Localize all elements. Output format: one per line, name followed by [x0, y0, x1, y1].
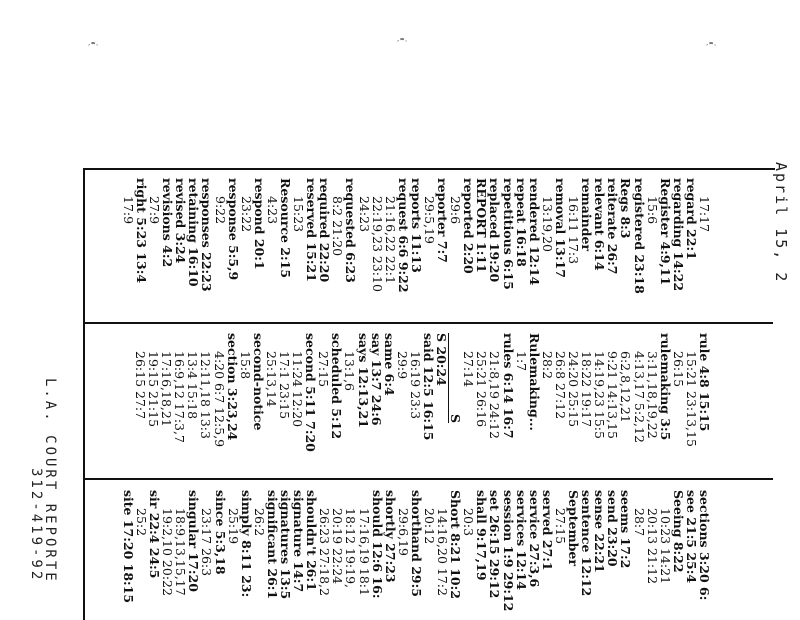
index-entry-term: right 5:23 13:4 — [133, 178, 149, 284]
index-entry-pages: 18:22 19:17 — [579, 351, 595, 428]
index-entry-pages: 4:23 — [264, 196, 280, 225]
index-entry-pages: 9:22 — [212, 196, 228, 225]
scan-speck — [88, 42, 98, 52]
index-entry-pages: 1:7 — [513, 351, 529, 372]
index-entry-term: request 6:6 9:22 — [395, 178, 411, 293]
header-date: April 15, 2 — [772, 162, 790, 284]
index-entry-term: Register 4:9,11 — [657, 178, 673, 286]
index-entry-term: rendered 12:14 — [526, 178, 542, 286]
index-entry-term: shortly 27:23 — [382, 490, 398, 583]
index-entry-pages: 14:19,23 15:5 — [592, 351, 608, 439]
index-entry-term: Regs 8:3 — [618, 178, 634, 239]
index-entry-term: sentence 12:12 — [579, 490, 595, 597]
index-entry-pages: 13:19,20 — [539, 196, 555, 252]
index-entry-pages: 16:19 23:3 — [407, 351, 423, 420]
index-entry-pages: 17:16,19 18:1 — [356, 508, 372, 596]
index-entry-term: same 6:4 — [381, 333, 397, 396]
index-column-1 — [122, 178, 711, 294]
index-entry-term: significant 26:1 — [264, 490, 280, 600]
index-entry-pages: 26:8 27:12 — [552, 351, 568, 420]
index-entry-term: revisions 4:2 — [160, 178, 176, 268]
index-entry-term: regard 22:1 — [683, 178, 699, 260]
index-entry-pages: 26:23 27:18,2 — [317, 508, 333, 596]
index-entry-pages: 21:16,22 22:1 — [382, 196, 398, 284]
index-entry-pages: 23:17 26:3 — [199, 508, 215, 577]
index-entry-term: should 12:6 16: — [369, 490, 385, 599]
index-entry-term: send 23:20 — [605, 490, 621, 567]
index-entry-pages: 28:7 — [631, 508, 647, 537]
index-entry-term: services 12:14 — [513, 490, 529, 590]
index-entry-pages: 17:1 23:15 — [277, 351, 292, 420]
index-entry-pages: 11:24 12:20 — [290, 351, 306, 428]
index-entry-term: set 26:15 29:12 — [487, 490, 503, 599]
index-entry-pages: 26:15 — [670, 351, 686, 388]
index-entry-pages: 25:19 — [225, 508, 241, 545]
index-entry-term: session 1:9 29:12 — [500, 490, 516, 612]
index-entry-pages: 15:6 — [644, 196, 660, 225]
scan-speck — [706, 42, 716, 52]
index-entry-term: S 20:24 — [434, 333, 450, 386]
index-entry-term: said 12:5 16:15 — [421, 333, 437, 441]
index-entry-term: Seeing 8:22 — [670, 490, 686, 573]
index-entry-term: scheduled 5:12 — [329, 333, 345, 440]
index-entry-term: repetitious 6:15 — [500, 178, 516, 290]
index-entry-pages: 12:11,18 13:3 — [198, 351, 214, 439]
index-entry-pages: 18:12 19:19, — [343, 508, 359, 588]
index-entry-term: September — [566, 490, 582, 566]
index-entry-term: singular 17:20 — [186, 490, 202, 592]
index-entry-pages: 4:20 6:7 12:5,9 — [211, 351, 227, 448]
index-entry-pages: 29:9 — [394, 351, 410, 380]
index-entry-pages: 3:11,18,19,22 — [644, 351, 660, 439]
index-entry-term: sense 22:21 — [592, 490, 608, 573]
index-entry-term: shall 9:17,19 — [474, 490, 490, 581]
index-entry-term: respond 20:1 — [251, 178, 267, 270]
index-entry-term: served 27:1 — [539, 490, 555, 571]
index-entry-term: shouldn't 26:1 — [304, 490, 320, 591]
index-entry-term: revised 3:24 — [173, 178, 189, 264]
index-entry-pages: 6:2,8,12,21 — [618, 351, 634, 423]
index-entry-pages: 13:1,6 — [342, 351, 358, 391]
index-entry-pages: 26:15 27:7 — [132, 351, 148, 420]
index-entry-pages: 23:22 — [238, 196, 254, 233]
index-column-2 — [134, 333, 711, 452]
index-entry-term: see 21:5 25:4 — [683, 490, 699, 584]
index-entry-term: reserved 15:21 — [304, 178, 320, 282]
index-entry-term: reporter 7:7 — [435, 178, 451, 263]
index-entry-term: sir 22:4 24:5 — [147, 490, 163, 579]
index-entry-term: reported 2:20 — [461, 178, 477, 274]
index-entry-term: required 22:20 — [317, 178, 333, 283]
index-entry-term: Rulemaking... — [526, 333, 542, 431]
index-entry-term: response 5:5,9 — [225, 178, 241, 281]
index-entry-pages: 18:9,13,15,17 — [173, 508, 189, 596]
index-entry-pages: 13:4 15:18 — [185, 351, 201, 420]
index-entry-pages: 20:13 21:12 — [644, 508, 660, 585]
index-entry-pages: 15:8 — [237, 351, 253, 380]
index-entry-pages: 17:16,18,21 — [159, 351, 175, 427]
index-entry-pages: 27:9 — [147, 196, 163, 225]
index-entry-term: regarding 14:22 — [670, 178, 686, 292]
index-entry-term: REPORT 1:11 — [474, 178, 490, 273]
index-entry-pages: 25:13,14 — [263, 351, 279, 407]
index-entry-pages: 22:19,23 23:10 — [369, 196, 385, 292]
index-entry-pages: 29:6,19 — [395, 508, 411, 556]
index-entry-term: say 13:7 24:6 — [368, 333, 384, 426]
index-entry-pages: 10:23 14:21 — [657, 508, 673, 585]
reporter-name: L.A. COURT REPORTE — [42, 378, 58, 584]
index-entry-term: reiterate 26:7 — [605, 178, 621, 275]
index-entry-term: sections 3:20 6: — [697, 490, 712, 601]
index-entry-term: registered 23:18 — [631, 178, 647, 294]
index-entry-term: says 12:13,21 — [355, 333, 371, 428]
index-entry-term: responses 22:23 — [199, 178, 215, 292]
index-entry-pages: 15:21 23:13,15 — [683, 351, 699, 447]
index-entry-term: shorthand 29:5 — [408, 490, 424, 597]
index-entry-pages: 25:21 26:16 — [474, 351, 490, 428]
index-entry-term: signatures 13:5 — [278, 490, 293, 600]
section-letter-heading — [448, 333, 462, 452]
index-entry-pages: 21:8,19 24:12 — [487, 351, 503, 439]
index-entry-pages: 24:23 — [356, 196, 372, 233]
index-entry-term: removal 13:17 — [552, 178, 568, 278]
reporter-phone: 312-419-92 — [28, 468, 44, 583]
index-entry-term: second-notice — [250, 333, 266, 431]
index-entry-pages: 26:2 — [251, 508, 267, 537]
index-entry-term: seems 17:2 — [618, 490, 634, 569]
column-divider — [83, 322, 773, 324]
index-entry-term: simply 8:11 23: — [238, 490, 254, 598]
index-entry-pages: 15:23 — [291, 196, 307, 233]
index-entry-term: rules 6:14 16:7 — [500, 333, 516, 439]
index-entry-term: relevant 6:14 — [592, 178, 608, 271]
index-entry-pages: 29:5,19 — [422, 196, 438, 244]
index-entry-term: section 3:23,24 — [224, 333, 240, 441]
index-entry-pages: 28:2 — [539, 351, 555, 380]
index-entry-term: rulemaking 3:5 — [657, 333, 673, 441]
index-entry-pages: 19:2,10 20:22 — [160, 508, 176, 596]
index-entry-pages: 17:9 — [120, 196, 136, 225]
index-entry-pages: 14:16,20 17:2 — [435, 508, 451, 596]
index-entry-pages: 25:2 — [133, 508, 149, 537]
index-entry-pages: 20:12 — [422, 508, 438, 545]
index-entry-pages: 27:15 — [552, 508, 568, 545]
index-entry-term: site 17:20 18:15 — [120, 490, 136, 604]
index-entry-pages: 8:2 21:20 — [330, 196, 346, 257]
index-entry-term: since 5:3,18 — [212, 490, 228, 575]
index-entry-pages: 27:14 — [461, 351, 477, 388]
index-entry-pages: 19:15 21:15 — [146, 351, 162, 428]
index-entry-pages: 29:6 — [448, 196, 464, 225]
index-column-3 — [122, 490, 711, 611]
index-entry-term: remainder — [579, 178, 595, 251]
section-letter: S — [448, 333, 462, 423]
index-entry-term: reports 11:13 — [408, 178, 424, 273]
index-entry-pages: 24:20 25:15 — [566, 351, 582, 428]
column-divider — [83, 478, 773, 480]
index-entry-term: requested 6:23 — [343, 178, 359, 283]
index-entry-pages: 17:17 — [697, 196, 712, 233]
index-entry-pages: 27:15 — [316, 351, 332, 388]
index-entry-term: signature 14:7 — [291, 490, 307, 593]
index-entry-pages: 20:19 22:24 — [330, 508, 346, 585]
index-entry-term: replaced 19:20 — [487, 178, 503, 283]
index-entry-pages: 16:11 17:3 — [566, 196, 582, 265]
index-entry-pages: 20:3 — [461, 508, 477, 537]
index-entry-pages: 4:13,17 5:2,12 — [631, 351, 647, 443]
index-entry-term: second 5:11 7:20 — [303, 333, 319, 452]
index-entry-term: service 27:3,6 — [526, 490, 542, 588]
scan-speck — [397, 38, 407, 48]
index-entry-term: rule 4:8 15:15 — [697, 333, 712, 432]
index-entry-term: Resource 2:15 — [278, 178, 293, 279]
index-entry-term: repeat 16:18 — [513, 178, 529, 267]
index-entry-pages: 16:9,12 17:3,7 — [172, 351, 188, 443]
index-entry-pages: 9:21 14:13,15 — [605, 351, 621, 439]
index-entry-term: retaining 16:10 — [186, 178, 202, 287]
index-entry-term: Short 8:21 10:2 — [448, 490, 464, 599]
